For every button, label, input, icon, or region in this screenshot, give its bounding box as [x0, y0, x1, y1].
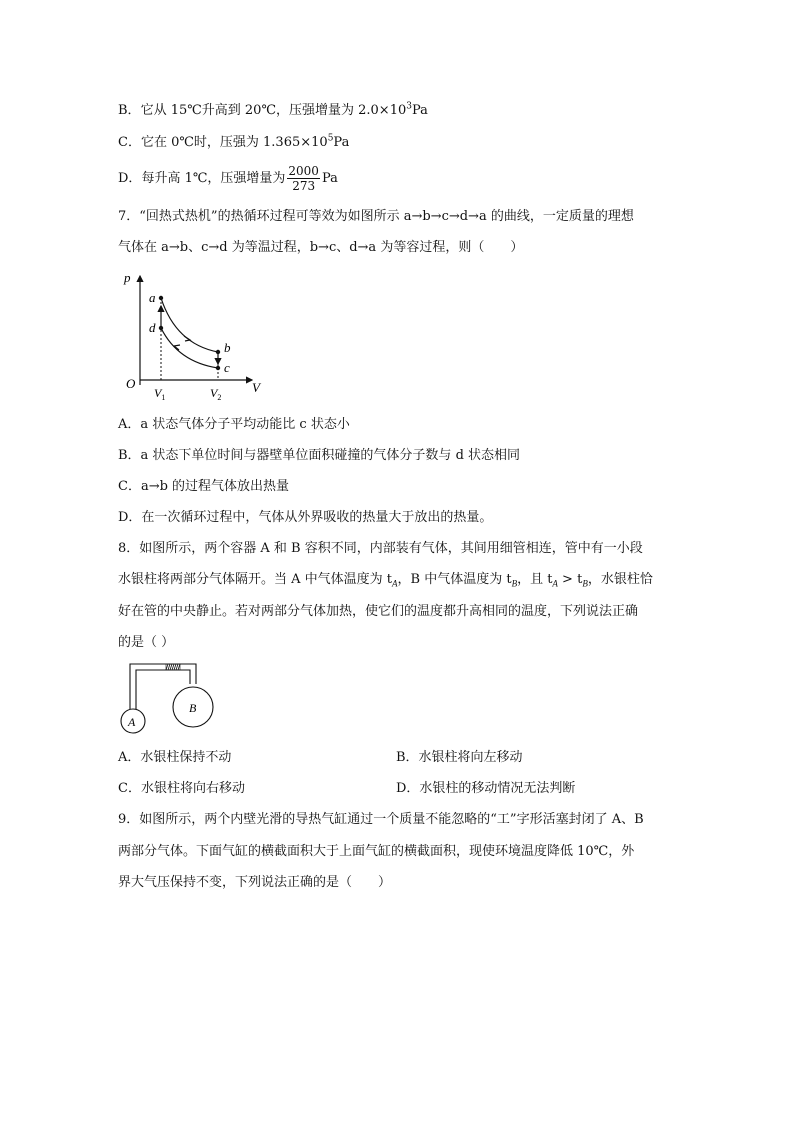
q7-option-a: A．a 状态气体分子平均动能比 c 状态小: [118, 417, 350, 432]
container-diagram: [116, 662, 226, 738]
q8-option-a: A．水银柱保持不动: [118, 750, 232, 765]
q8-stem-line4: 的是（ ）: [118, 635, 175, 650]
isotherm-cd: [161, 328, 218, 368]
label-b: b: [224, 340, 231, 355]
q7-stem-line2: 气体在 a→b、c→d 为等温过程，b→c、d→a 为等容过程，则（ ）: [118, 240, 524, 255]
q9-stem-line3: 界大气压保持不变，下列说法正确的是（ ）: [118, 875, 392, 890]
pv-cycle-diagram: [118, 266, 268, 401]
point-d: [159, 326, 163, 330]
label-a: a: [149, 290, 156, 305]
mercury-column: [166, 664, 180, 670]
isotherm-ab: [161, 298, 218, 352]
q6-option-c: C．它在 0℃时，压强为 $1.365\times 10^5Pa$: [118, 133, 350, 150]
q8-stem-line1: 8．如图所示，两个容器 A 和 B 容积不同，内部装有气体，其间用细管相连，管中有一小段: [118, 541, 643, 556]
q8-option-b: B．水银柱将向左移动: [396, 750, 523, 765]
q9-stem-line2: 两部分气体。下面气缸的横截面积大于上面气缸的横截面积，现使环境温度降低 10℃，外: [118, 844, 635, 859]
q8-stem-line2: 水银柱将两部分气体隔开。当 A 中气体温度为 $t_A$，B 中气体温度为 $t_B$，且 $t_A > t_B$，水银柱恰: [118, 572, 653, 589]
q8-option-c: C．水银柱将向右移动: [118, 781, 245, 796]
label-v1: $V_1$: [154, 386, 166, 401]
point-c: [216, 366, 220, 370]
q7-stem-line1: 7．“回热式热机”的热循环过程可等效为如图所示 a→b→c→d→a 的曲线，一定质量的理想: [118, 209, 634, 224]
q7-option-b: B．a 状态下单位时间与器壁单位面积碰撞的气体分子数与 d 状态相同: [118, 448, 521, 463]
point-b: [216, 350, 220, 354]
q8-stem-line3: 好在管的中央静止。若对两部分气体加热，使它们的温度都升高相同的温度，下列说法正确: [118, 604, 639, 619]
q6-option-b: B．它从 15℃升高到 20℃，压强增量为 $2.0\times 10^3Pa$: [118, 101, 428, 118]
origin-label: O: [126, 376, 136, 391]
label-container-a: A: [128, 715, 136, 729]
label-v2: $V_2$: [210, 386, 222, 401]
q6-option-d: D．每升高 1℃，压强增量为 $\frac{2000}{273}$ Pa: [118, 164, 338, 193]
label-container-b: B: [189, 701, 197, 715]
arrow-ab: [184, 336, 190, 341]
axis-p-label: p: [124, 270, 131, 285]
label-d: d: [149, 320, 156, 335]
q7-option-c: C．a→b 的过程气体放出热量: [118, 479, 290, 494]
q9-stem-line1: 9．如图所示，两个内壁光滑的导热气缸通过一个质量不能忽略的“工”字形活塞封闭了 A、B: [118, 812, 644, 827]
axis-v-label: V: [252, 380, 260, 395]
q7-option-d: D．在一次循环过程中，气体从外界吸收的热量大于放出的热量。: [118, 510, 493, 525]
fraction: $\frac{2000}{273}$: [288, 164, 319, 193]
label-c: c: [224, 360, 230, 375]
point-a: [159, 296, 163, 300]
q8-option-d: D．水银柱的移动情况无法判断: [396, 781, 576, 796]
